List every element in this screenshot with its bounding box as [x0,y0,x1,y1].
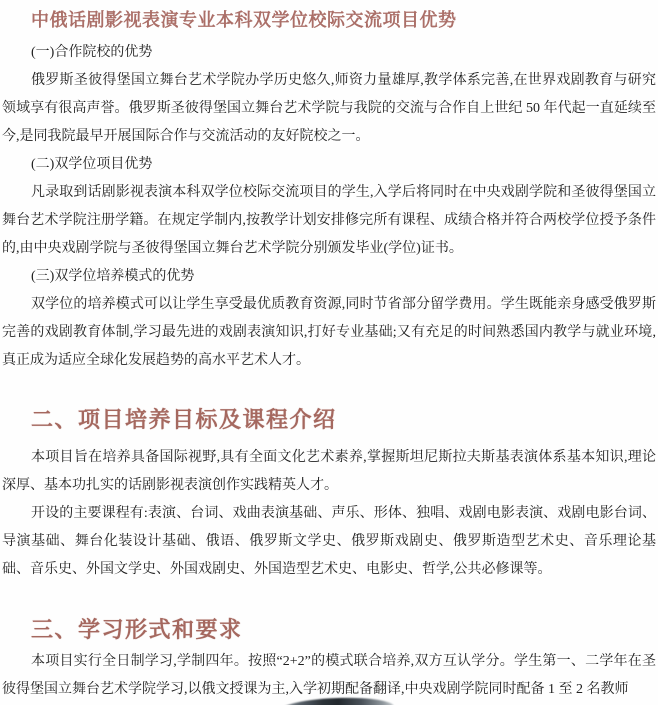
goals-paragraph-2: 开设的主要课程有:表演、台词、戏曲表演基础、声乐、形体、独唱、戏剧电影表演、戏剧电影台词、导演基础、舞台化装设计基础、俄语、俄罗斯文学史、俄罗斯戏剧史、俄罗斯造型艺术史、音乐理论基础、音乐史、外国文学史、外国戏剧史、外国造型艺术史、电影史、哲学,公共必修课等。 [2,506,656,577]
advantages-sub1-paragraph: 俄罗斯圣彼得堡国立舞台艺术学院办学历史悠久,师资力量雄厚,教学体系完善,在世界戏剧教育与研究领域享有很高声誉。俄罗斯圣彼得堡国立舞台艺术学院与我院的交流与合作自上世纪 50 年代起一直延续至今,是同我院最早开展国际合作与交流活动的友好院校之一。 [2,73,656,144]
advantages-sub1-heading: (一)合作院校的优势 [31,45,153,60]
document-title: 中俄话剧影视表演专业本科双学位校际交流项目优势 [31,10,457,30]
section-goals-heading: 二、项目培养目标及课程介绍 [31,407,337,432]
advantages-sub2-paragraph: 凡录取到话剧影视表演本科双学位校际交流项目的学生,入学后将同时在中央戏剧学院和圣彼得堡国立舞台艺术学院注册学籍。在规定学制内,按教学计划安排修完所有课程、成绩合格并符合两校学位授予条件的,由中央戏剧学院与圣彼得堡国立舞台艺术学院分别颁发毕业(学位)证书。 [2,185,656,256]
advantages-sub3-heading: (三)双学位培养模式的优势 [31,269,195,284]
section-study-heading: 三、学习形式和要求 [31,617,243,642]
advantages-sub2-heading: (二)双学位项目优势 [31,157,153,172]
study-paragraph-1: 本项目实行全日制学习,学制四年。按照“2+2”的模式联合培养,双方互认学分。学生第一、二学年在圣彼得堡国立舞台艺术学院学习,以俄文授课为主,入学初期配备翻译,中央戏剧学院同时配备 1 至 2 名教师 [2,654,656,697]
goals-paragraph-1: 本项目旨在培养具备国际视野,具有全面文化艺术素养,掌握斯坦尼斯拉夫斯基表演体系基本知识,理论深厚、基本功扎实的话剧影视表演创作实践精英人才。 [2,450,656,493]
advantages-sub3-paragraph: 双学位的培养模式可以让学生享受最优质教育资源,同时节省部分留学费用。学生既能亲身感受俄罗斯完善的戏剧教育体制,学习最先进的戏剧表演知识,打好专业基础;又有充足的时间熟悉国内教学与就业环境,真正成为适应全球化发展趋势的高水平艺术人才。 [2,297,656,368]
